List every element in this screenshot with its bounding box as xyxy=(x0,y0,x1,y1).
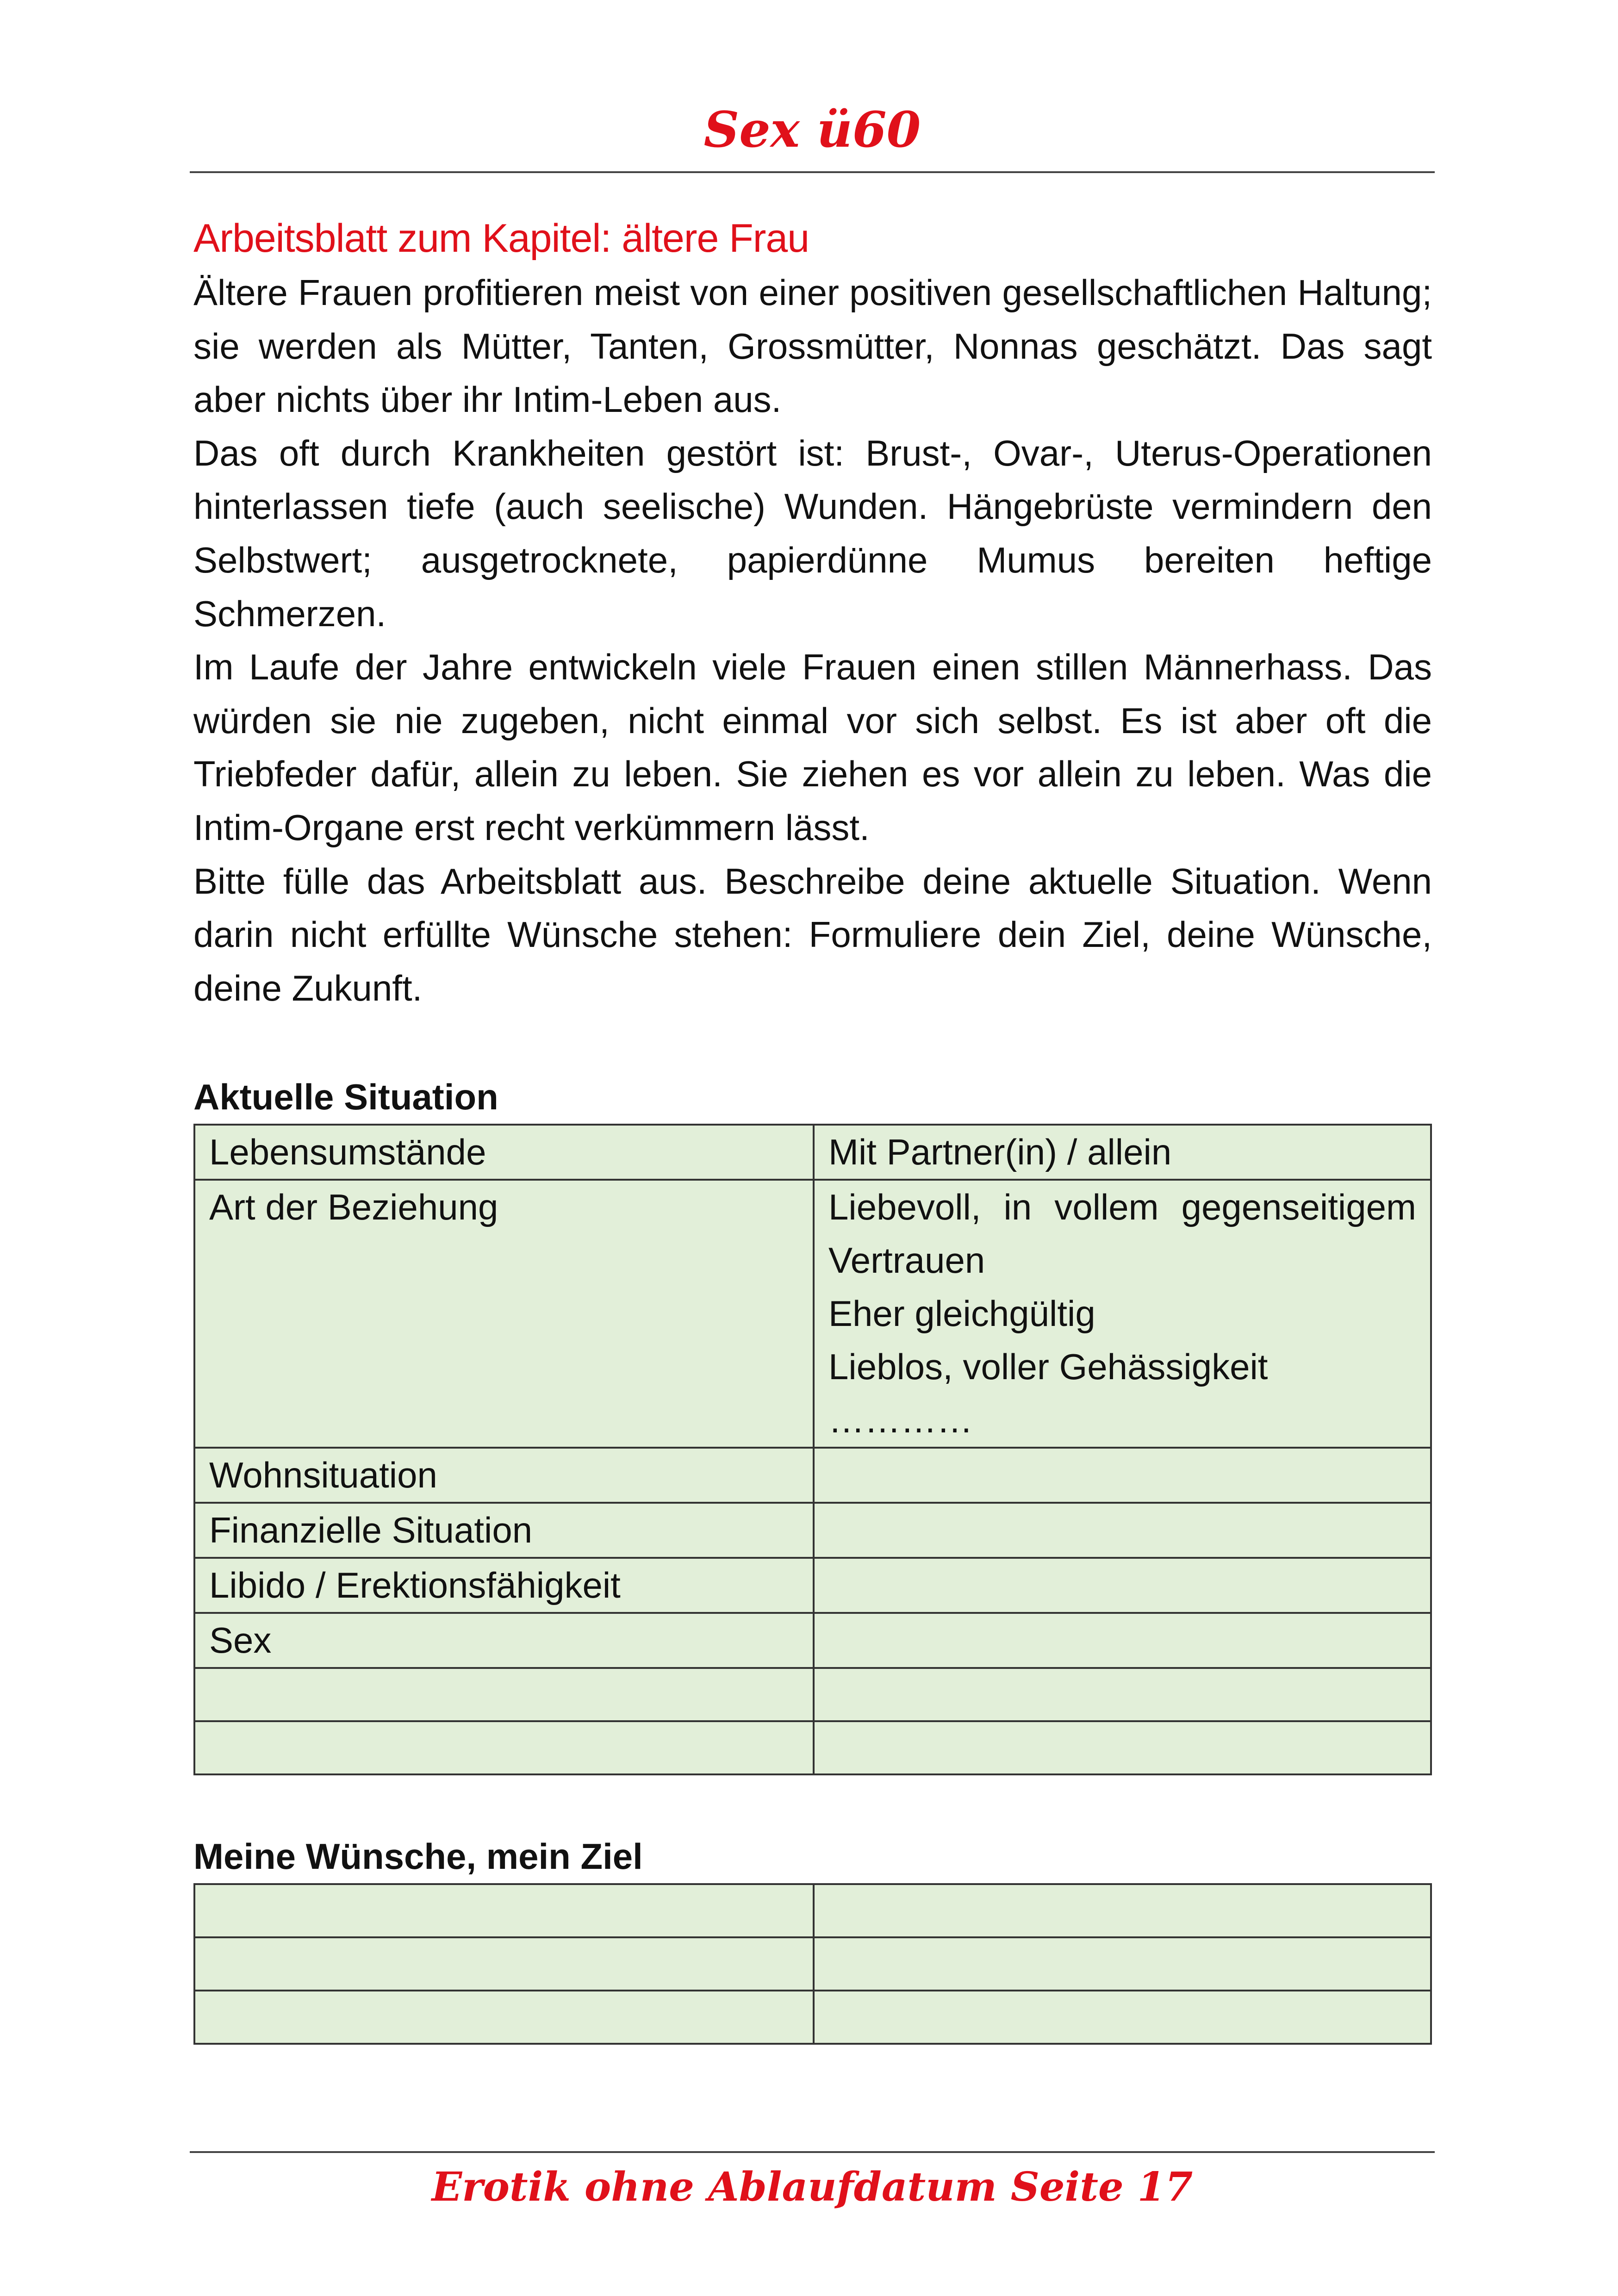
row-label: Wohnsituation xyxy=(194,1448,814,1503)
wishes-title: Meine Wünsche, mein Ziel xyxy=(193,1836,643,1877)
table-row xyxy=(194,1503,1431,1558)
row-value[interactable] xyxy=(814,1668,1431,1721)
wish-cell-left[interactable] xyxy=(194,1991,814,2044)
row-value[interactable] xyxy=(814,1503,1431,1558)
wishes-table xyxy=(193,1883,1432,2045)
row-label: Libido / Erektionsfähigkeit xyxy=(194,1558,814,1613)
table-row xyxy=(194,1613,1431,1668)
row-value-line: Lieblos, voller Gehässigkeit xyxy=(828,1346,1268,1388)
document-body xyxy=(193,211,1432,2045)
table-row xyxy=(194,1125,1431,1180)
row-label: Finanzielle Situation xyxy=(194,1503,814,1558)
intro-paragraph: Ältere Frauen profitieren meist von einer positiven gesellschaftlichen Haltung; sie werden als Mütter, Tanten, Grossmütter, Nonnas geschätzt. Das sagt aber nichts über ihr Intim-Leben aus. xyxy=(193,272,1432,420)
row-value-line: Eher gleichgültig xyxy=(828,1293,1095,1334)
row-value[interactable] xyxy=(814,1613,1431,1668)
table-row xyxy=(194,1180,1431,1448)
row-value[interactable] xyxy=(814,1558,1431,1613)
row-value[interactable] xyxy=(814,1125,1431,1180)
table-row xyxy=(194,1937,1431,1991)
row-value[interactable] xyxy=(814,1721,1431,1774)
current-situation-title: Aktuelle Situation xyxy=(193,1076,498,1118)
row-label: Lebensumstände xyxy=(194,1125,814,1180)
row-value-line: Mit Partner(in) / allein xyxy=(828,1132,1172,1173)
row-value-line: ………… xyxy=(828,1400,973,1441)
table-row xyxy=(194,1721,1431,1774)
page-header-title: Sex ü60 xyxy=(703,100,921,158)
row-value[interactable] xyxy=(814,1180,1431,1448)
row-value-line: Liebevoll, in vollem gegenseitigem Vertrauen xyxy=(828,1187,1416,1281)
table-row xyxy=(194,1884,1431,1937)
wish-cell-left[interactable] xyxy=(194,1884,814,1937)
table-row xyxy=(194,1558,1431,1613)
worksheet-heading: Arbeitsblatt zum Kapitel: ältere Frau xyxy=(193,216,809,261)
wish-cell-left[interactable] xyxy=(194,1937,814,1991)
instruction-paragraph: Bitte fülle das Arbeitsblatt aus. Beschreibe deine aktuelle Situation. Wenn darin nicht erfüllte Wünsche stehen: Formuliere dein Ziel, deine Wünsche, deine Zukunft. xyxy=(193,860,1432,1008)
row-value[interactable] xyxy=(814,1448,1431,1503)
row-label: Art der Beziehung xyxy=(194,1180,814,1448)
wish-cell-right[interactable] xyxy=(814,1937,1431,1991)
footer-divider xyxy=(190,2151,1435,2153)
loneliness-paragraph: Im Laufe der Jahre entwickeln viele Frauen einen stillen Männerhass. Das würden sie nie zugeben, nicht einmal vor sich selbst. Es ist aber oft die Triebfeder dafür, allein zu leben. Sie ziehen es vor allein zu leben. Was die Intim-Organe erst recht verkümmern lässt. xyxy=(193,647,1432,848)
page-footer: Erotik ohne Ablaufdatum Seite 17 xyxy=(431,2164,1193,2210)
row-label[interactable] xyxy=(194,1721,814,1774)
row-label: Sex xyxy=(194,1613,814,1668)
current-situation-table xyxy=(193,1124,1432,1775)
illness-paragraph: Das oft durch Krankheiten gestört ist: Brust-, Ovar-, Uterus-Operationen hinterlassen tiefe (auch seelische) Wunden. Hängebrüste vermindern den Selbstwert; ausgetrocknete, papierdünne Mumus bereiten heftige Schmerzen. xyxy=(193,432,1432,634)
table-row xyxy=(194,1448,1431,1503)
row-label[interactable] xyxy=(194,1668,814,1721)
wish-cell-right[interactable] xyxy=(814,1884,1431,1937)
wish-cell-right[interactable] xyxy=(814,1991,1431,2044)
header-divider xyxy=(190,171,1435,173)
table-row xyxy=(194,1668,1431,1721)
table-row xyxy=(194,1991,1431,2044)
